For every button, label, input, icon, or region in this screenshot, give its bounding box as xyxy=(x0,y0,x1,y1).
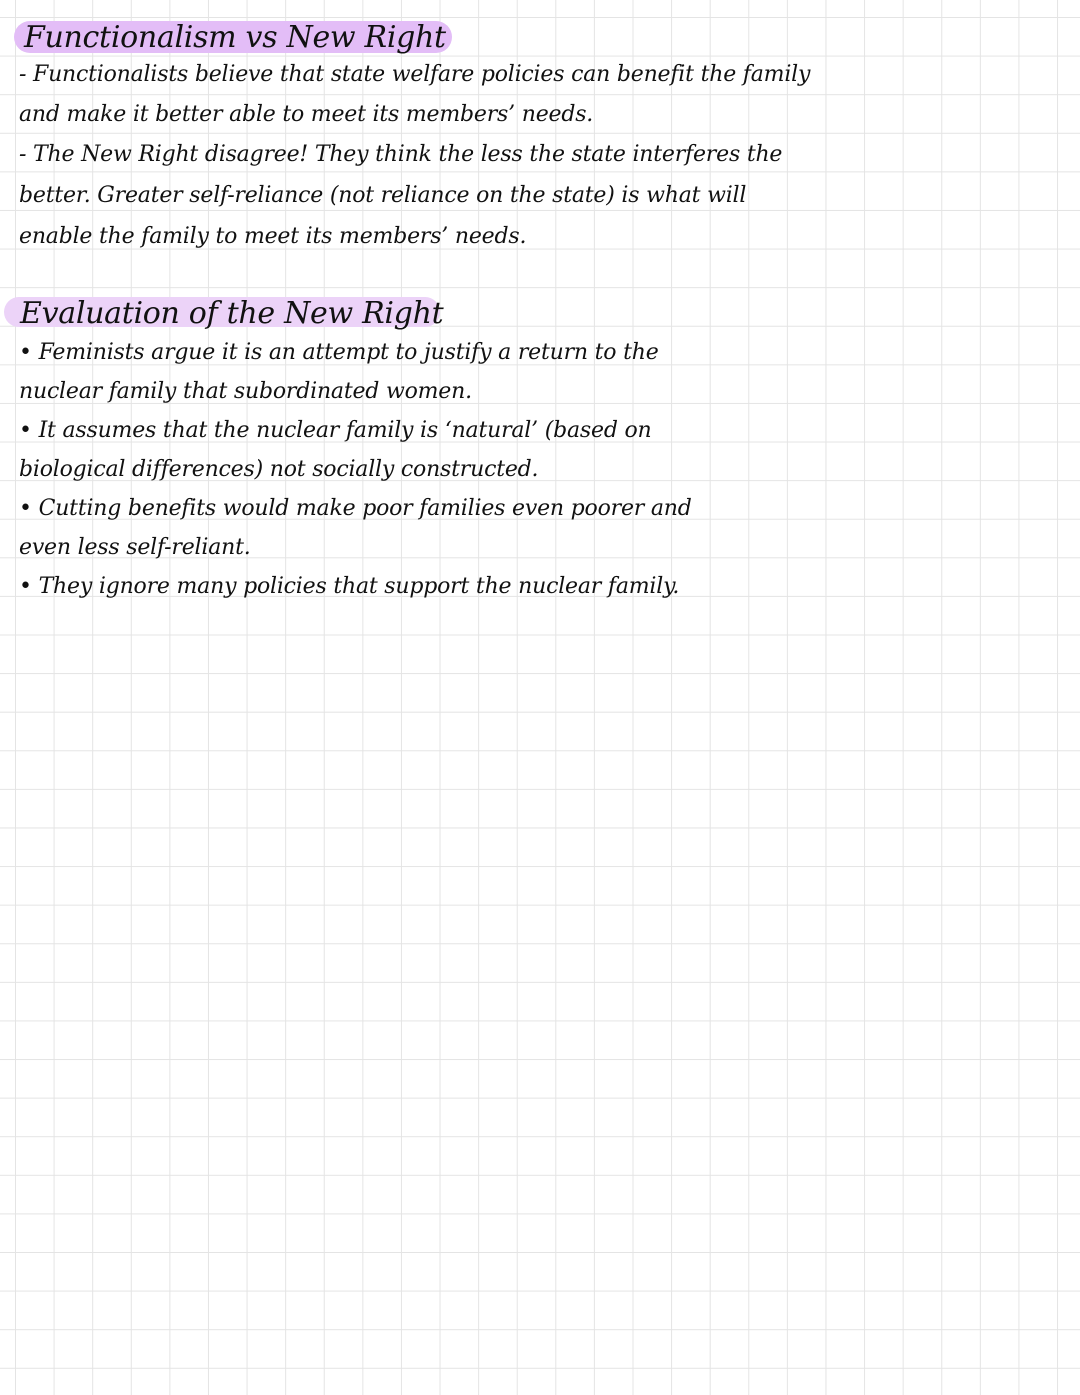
section-heading-evaluation-of-new-right: Evaluation of the New Right xyxy=(20,296,444,331)
text-line: better. Greater self-reliance (not reliance on the state) is what will xyxy=(19,183,747,208)
text-line: even less self-reliant. xyxy=(19,535,251,560)
text-line: biological differences) not socially constructed. xyxy=(19,457,539,482)
bullet-line: • It assumes that the nuclear family is ‘natural’ (based on xyxy=(19,418,652,443)
text-line: and make it better able to meet its members’ needs. xyxy=(19,102,594,127)
section-heading-functionalism-vs-new-right: Functionalism vs New Right xyxy=(24,20,446,55)
text-line: - Functionalists believe that state welfare policies can benefit the family xyxy=(19,62,811,87)
text-line: - The New Right disagree! They think the less the state interferes the xyxy=(19,142,783,167)
bullet-line: • They ignore many policies that support the nuclear family. xyxy=(19,574,680,599)
bullet-line: • Cutting benefits would make poor families even poorer and xyxy=(19,496,692,521)
bullet-line: • Feminists argue it is an attempt to justify a return to the xyxy=(19,340,659,365)
text-line: enable the family to meet its members’ needs. xyxy=(19,224,527,249)
text-line: nuclear family that subordinated women. xyxy=(19,379,472,404)
